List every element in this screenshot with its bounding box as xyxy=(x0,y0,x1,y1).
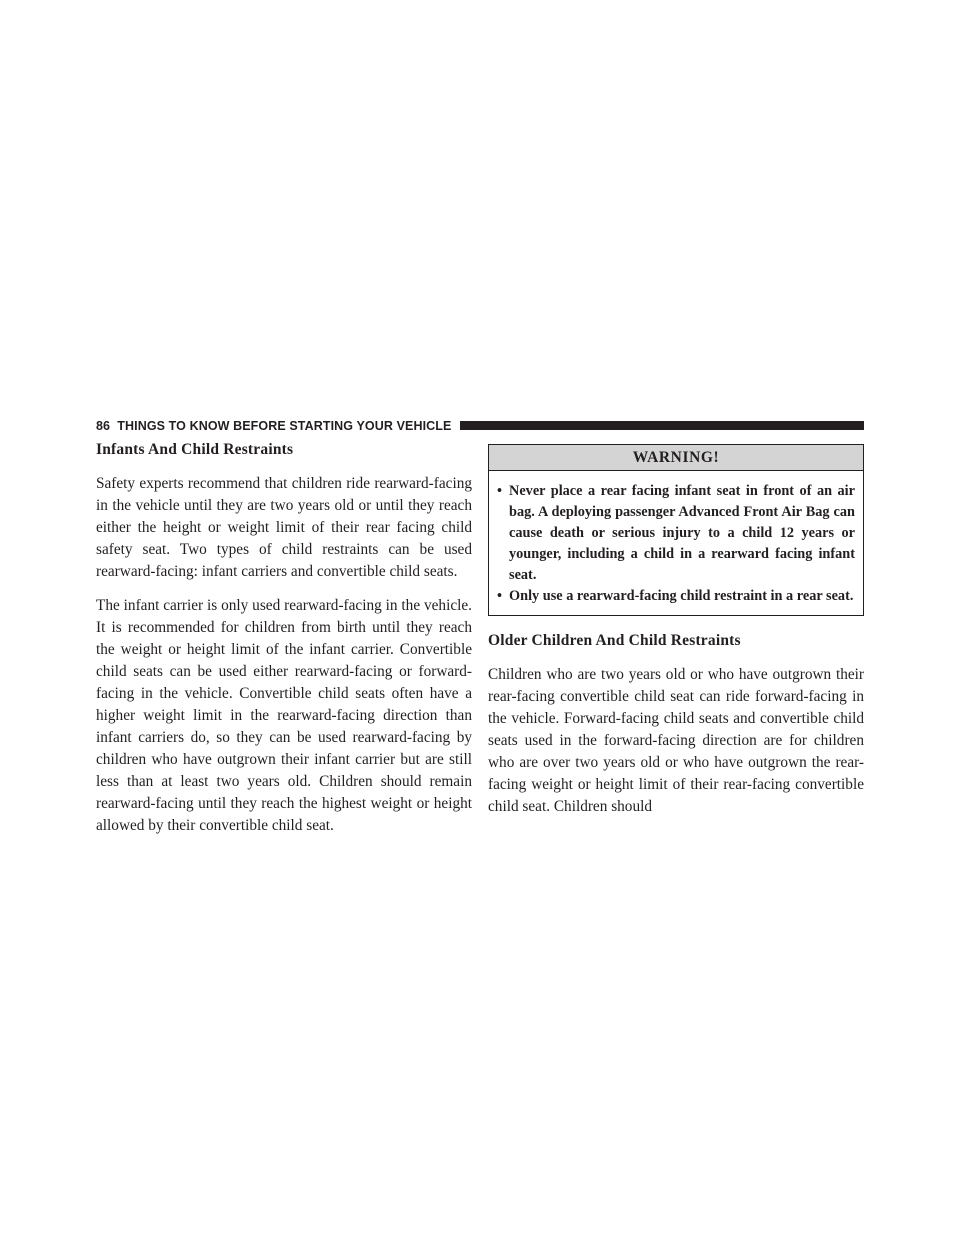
warning-item-text: Only use a rearward-facing child restraint in a rear seat. xyxy=(509,588,854,604)
bullet-icon: • xyxy=(497,588,503,604)
page-header xyxy=(96,418,864,434)
paragraph: Children who are two years old or who have outgrown their rear-facing convertible child seat can ride forward-facing in the vehicle. Forward-facing child seats and convertible child seats used in the forward-facing direction are for children who are over two years old or who have outgrown the rear-facing weight or height limit of their rear-facing convertible child seat. Children should xyxy=(488,666,864,815)
right-column xyxy=(488,444,864,830)
section-title: THINGS TO KNOW BEFORE STARTING YOUR VEHICLE xyxy=(117,419,452,433)
warning-item xyxy=(495,481,855,586)
paragraph: Safety experts recommend that children ride rearward-facing in the vehicle until they are two years old or until they reach either the height or weight limit of their rear facing child safety seat. Two types of child restraints can be used rearward-facing: infant carriers and convertible child seats. xyxy=(96,475,472,580)
section-heading-older-children: Older Children And Child Restraints xyxy=(488,632,741,649)
warning-item xyxy=(495,586,855,607)
warning-item-text: Never place a rear facing infant seat in front of an air bag. A deploying passenger Advanced Front Air Bag can cause death or serious injury to a child 12 years or younger, including a child in a rearward facing infant seat. xyxy=(509,483,855,583)
warning-title: WARNING! xyxy=(489,445,863,471)
paragraph: The infant carrier is only used rearward-facing in the vehicle. It is recommended for children from birth until they reach the weight or height limit of the infant carrier. Convertible child seats can be used either rearward-facing or forward-facing in the vehicle. Convertible child seats often have a higher weight limit in the rearward-facing direction than infant carriers do, so they can be used rearward-facing by children who have outgrown their infant carrier but are still less than at least two years old. Children should remain rearward-facing until they reach the highest weight or height allowed by their convertible child seat. xyxy=(96,597,472,834)
header-rule xyxy=(460,421,864,430)
left-column xyxy=(96,439,472,849)
section-heading-infants: Infants And Child Restraints xyxy=(96,441,294,458)
warning-list xyxy=(489,471,863,615)
page-number: 86 xyxy=(96,419,111,433)
warning-box xyxy=(488,444,864,616)
bullet-icon: • xyxy=(497,483,503,499)
running-header xyxy=(96,418,451,434)
